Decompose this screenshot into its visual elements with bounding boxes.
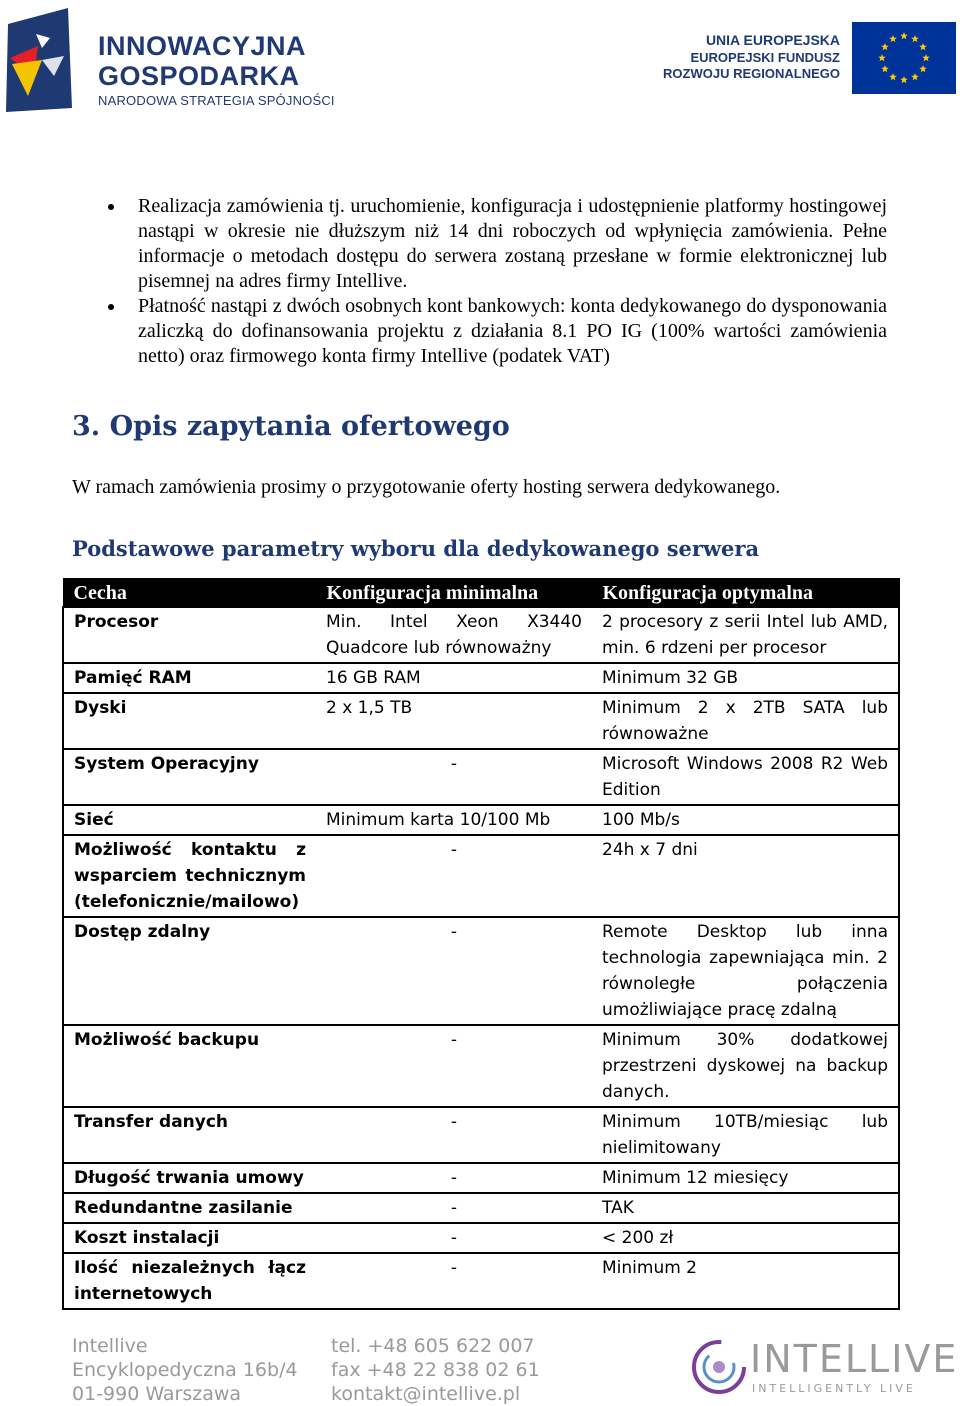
table-row [63,663,899,693]
table-header-row [63,579,899,608]
min-config-cell: 16 GB RAM [316,663,592,693]
min-config-cell: - [316,1107,592,1163]
bullet-item [108,294,887,369]
opt-config-cell: Minimum 32 GB [592,663,899,693]
bullet-item [108,194,887,294]
min-config-cell: - [316,835,592,917]
opt-config-cell: Minimum 2 [592,1253,899,1309]
table-row [63,693,899,749]
table-row [63,1193,899,1223]
feature-cell: Ilość niezależnych łącz internetowych [63,1253,316,1309]
opt-config-cell: Minimum 30% dodatkowej przestrzeni dyskowej na backup danych. [592,1025,899,1107]
feature-cell: Możliwość kontaktu z wsparciem technicznym (telefonicznie/mailowo) [63,835,316,917]
eu-logo-line1: UNIA EUROPEJSKA [705,32,840,48]
table-row [63,1163,899,1193]
table-heading: Podstawowe parametry wyboru dla dedykowanego serwera [72,536,760,561]
footer-city: 01-990 Warszawa [72,1383,242,1405]
footer-street: Encyklopedyczna 16b/4 [72,1359,298,1381]
opt-config-cell: Minimum 2 x 2TB SATA lub równoważne [592,693,899,749]
opt-config-cell: < 200 zł [592,1223,899,1253]
intellive-logo-name: INTELLIVE [750,1337,959,1381]
table-row [63,1223,899,1253]
table-row [63,1025,899,1107]
feature-cell: Dostęp zdalny [63,917,316,1025]
table-row [63,749,899,805]
ig-logo-line2: GOSPODARKA [98,61,300,91]
table-header-cell: Cecha [63,579,316,608]
bullet-text: Realizacja zamówienia tj. uruchomienie, konfiguracja i udostępnienie platformy hostingowej nastąpi w okresie nie dłuższym niż 14 dni roboczych od wpłynięcia zamówienia. Pełne informacje o metodach dostępu do serwera zostaną przesłane w formie elektronicznej lub pisemnej na adres firmy Intellive. [138,195,887,292]
intellive-swirl-icon [688,1336,750,1398]
section-intro: W ramach zamówienia prosimy o przygotowanie oferty hosting serwera dedykowanego. [72,476,781,498]
table-row [63,607,899,663]
server-parameters-table [62,578,900,1310]
intellive-logo [688,1336,959,1400]
feature-cell: Redundantne zasilanie [63,1193,316,1223]
bullet-list [108,194,887,369]
min-config-cell: - [316,749,592,805]
table-row [63,835,899,917]
opt-config-cell: Minimum 12 miesięcy [592,1163,899,1193]
table-row [63,1253,899,1309]
eu-logo-line3: ROZWOJU REGIONALNEGO [663,66,840,81]
eu-flag-icon [852,22,956,94]
intellive-logo-tagline: INTELLIGENTLY LIVE [752,1382,916,1395]
opt-config-cell: 24h x 7 dni [592,835,899,917]
eu-logo-line2: EUROPEJSKI FUNDUSZ [690,50,840,65]
footer-phone: tel. +48 605 622 007 [331,1335,535,1357]
feature-cell: Procesor [63,607,316,663]
opt-config-cell: Remote Desktop lub inna technologia zapewniająca min. 2 równoległe połączenia umożliwiające pracę zdalną [592,917,899,1025]
eu-logo [640,20,958,96]
table-row [63,805,899,835]
ig-logo-line1: INNOWACYJNA [98,31,307,61]
opt-config-cell: Minimum 10TB/miesiąc lub nielimitowany [592,1107,899,1163]
opt-config-cell: 2 procesory z serii Intel lub AMD, min. 6 rdzeni per procesor [592,607,899,663]
min-config-cell: 2 x 1,5 TB [316,693,592,749]
ig-logo [2,4,342,116]
feature-cell: System Operacyjny [63,749,316,805]
opt-config-cell: TAK [592,1193,899,1223]
opt-config-cell: Microsoft Windows 2008 R2 Web Edition [592,749,899,805]
table-row [63,1107,899,1163]
min-config-cell: - [316,917,592,1025]
min-config-cell: - [316,1163,592,1193]
ig-logo-mark [2,4,74,114]
min-config-cell: - [316,1223,592,1253]
footer-fax: fax +48 22 838 02 61 [331,1359,540,1381]
opt-config-cell: 100 Mb/s [592,805,899,835]
feature-cell: Sieć [63,805,316,835]
min-config-cell: - [316,1193,592,1223]
min-config-cell: - [316,1025,592,1107]
min-config-cell: Minimum karta 10/100 Mb [316,805,592,835]
feature-cell: Koszt instalacji [63,1223,316,1253]
table-header-cell: Konfiguracja optymalna [592,579,899,608]
min-config-cell: Min. Intel Xeon X3440 Quadcore lub równoważny [316,607,592,663]
feature-cell: Dyski [63,693,316,749]
feature-cell: Możliwość backupu [63,1025,316,1107]
bullet-dot-icon [108,304,114,310]
feature-cell: Pamięć RAM [63,663,316,693]
table-row [63,917,899,1025]
footer-email[interactable]: kontakt@intellive.pl [331,1383,521,1405]
footer-address [72,1334,298,1406]
feature-cell: Transfer danych [63,1107,316,1163]
footer-contact [331,1334,540,1406]
table-header-cell: Konfiguracja minimalna [316,579,592,608]
min-config-cell: - [316,1253,592,1309]
feature-cell: Długość trwania umowy [63,1163,316,1193]
ig-logo-line3: NARODOWA STRATEGIA SPÓJNOŚCI [98,93,335,108]
bullet-text: Płatność nastąpi z dwóch osobnych kont bankowych: konta dedykowanego do dysponowania zaliczką do dofinansowania projektu z działania 8.1 PO IG (100% wartości zamówienia netto) oraz firmowego konta firmy Intellive (podatek VAT) [138,295,887,367]
section-heading: 3. Opis zapytania ofertowego [72,411,510,442]
bullet-dot-icon [108,204,114,210]
footer-company: Intellive [72,1335,148,1357]
